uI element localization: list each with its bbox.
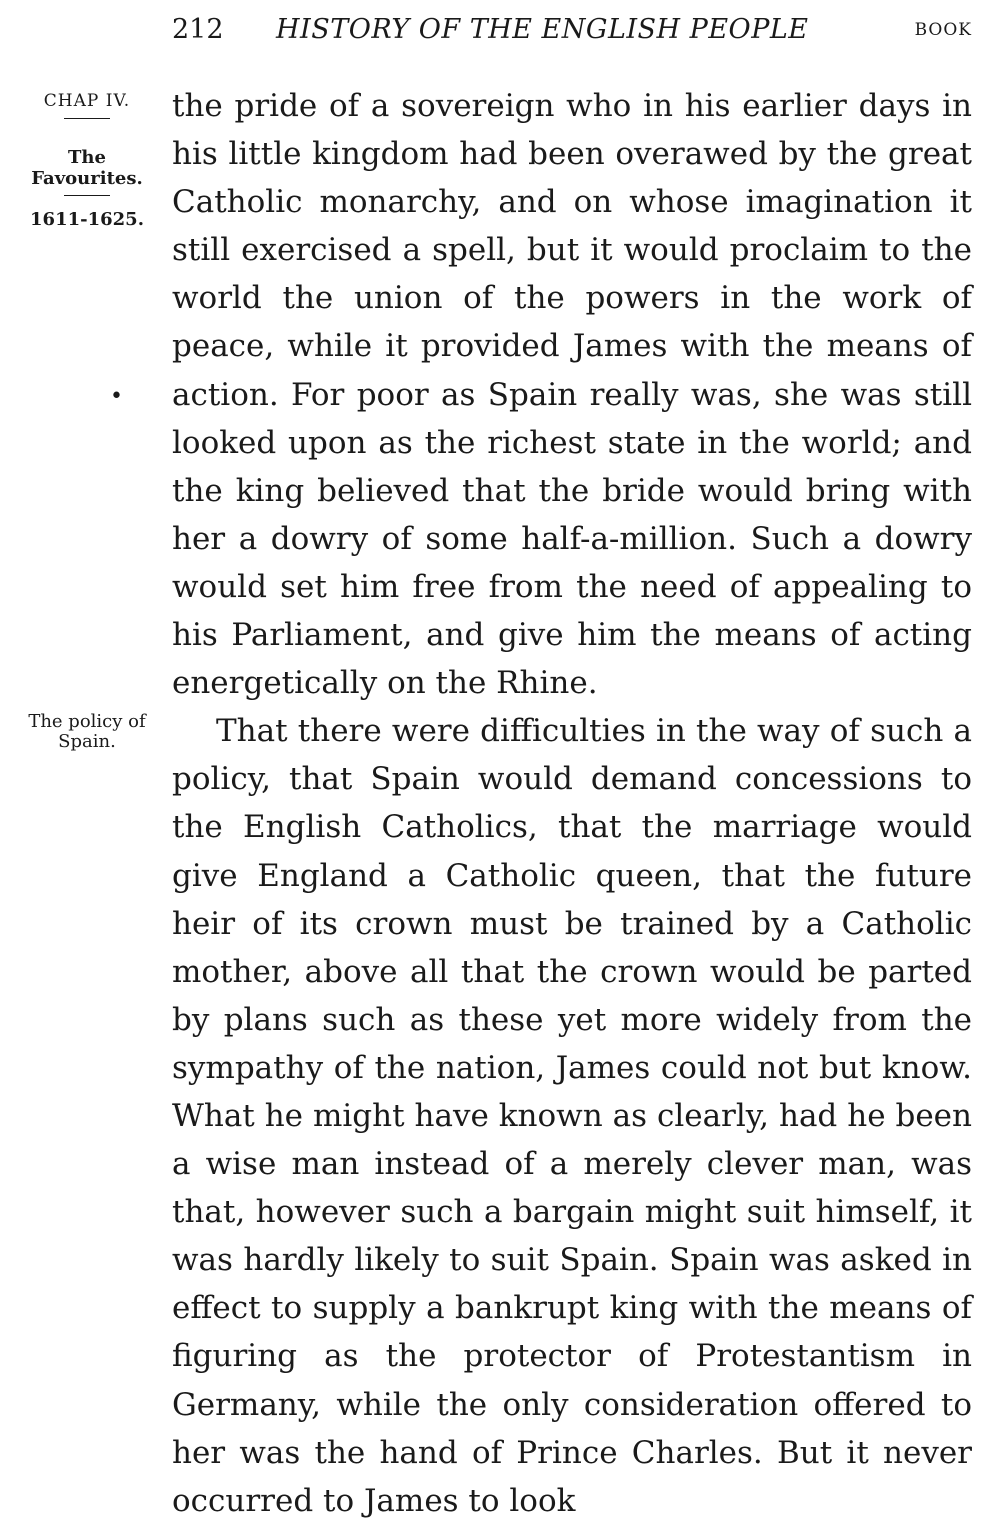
body-text [172, 82, 972, 1525]
margin-rule [64, 118, 110, 119]
margin-note-policy: The policy of Spain. [28, 711, 146, 752]
margin-years: 1611-1625. [30, 209, 144, 230]
book-label: BOOK [914, 20, 972, 40]
paragraph-2: That there were difficulties in the way of such a policy, that Spain would demand concessions to the English Catholics, that the marriage would give England a Catholic queen, that the future heir of its crown must be trained by a Catholic mother, above all that the crown would be parted by plans such as these yet more widely from the sympathy of the nation, James could not but know. What he might have known as clearly, had he been a wise man instead of a merely clever man, was that, however such a bargain might suit himself, it was hardly likely to suit Spain. Spain was asked in effect to supply a bankrupt king with the means of figuring as the protector of Protestantism in Germany, while the only consideration offered to her was the hand of Prince Charles. But it never occurred to James to look [172, 713, 972, 1519]
running-title: HISTORY OF THE ENGLISH PEOPLE [276, 14, 809, 45]
subject-label: The Favourites. [31, 147, 143, 189]
page-header [172, 14, 972, 54]
margin-rule-2 [64, 195, 110, 196]
page-number: 212 [172, 14, 224, 45]
margin-chapter [12, 92, 162, 123]
margin-dot: • [110, 384, 123, 409]
margin-subject [12, 148, 162, 200]
paragraph-1: the pride of a sovereign who in his earlier days in his little kingdom had been overawed by the great Catholic monarchy, and on whose imagination it still exercised a spell, but it would proclaim to the world the union of the powers in the work of peace, while it provided James with the means of action. For poor as Spain really was, she was still looked upon as the richest state in the world; and the king believed that the bride would bring with her a dowry of some half-a-million. Such a dowry would set him free from the need of appealing to his Parliament, and give him the means of acting energetically on the Rhine. [172, 88, 972, 702]
chapter-label: CHAP IV. [43, 91, 131, 111]
